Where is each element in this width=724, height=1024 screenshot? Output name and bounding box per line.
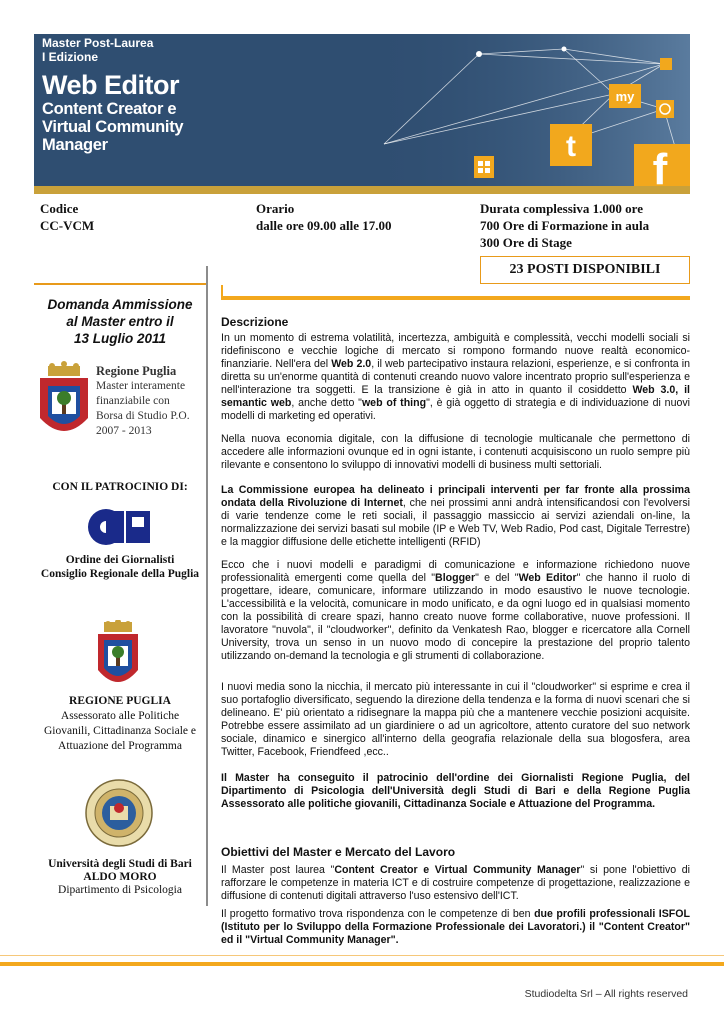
- myspace-label: my: [615, 89, 635, 104]
- p1-text-g: ", è già oggetto di strategia e di individuazione di nuovi modelli di marketing ed operativi.: [221, 397, 691, 422]
- p4-text-c: " e del ": [475, 572, 519, 584]
- descrizione-paragraph-4: [221, 559, 690, 663]
- p4-web-editor: Web Editor: [518, 572, 577, 584]
- regione-logo-line3: finanziabile con: [96, 395, 170, 407]
- assessorato-line3: Attuazione del Programma: [58, 740, 182, 752]
- codice-block: [40, 200, 94, 234]
- ordine-line1: Ordine dei Giornalisti: [65, 554, 175, 566]
- ordine-giornalisti-logo-icon: [84, 507, 154, 547]
- header-banner: [34, 34, 690, 194]
- ordine-giornalisti-text: [34, 553, 206, 581]
- orario-block: [256, 200, 392, 234]
- orario-value: dalle ore 09.00 alle 17.00: [256, 218, 392, 233]
- windows-icon: [474, 156, 494, 178]
- banner-master-label: Master Post-Laurea: [42, 36, 154, 50]
- banner-subtitle-line3: Manager: [42, 136, 108, 154]
- descrizione-paragraph-5: I nuovi media sono la nicchia, il mercato più interessante in cui il "cloudworker" si esprime e crea il suo portafoglio diversificato, seguendo la direzione della tendenza e la forma di nuovi scenari che si delineano. E' più orientato a ridisegnare la mappa più che a mantenere vecchie posizioni acquisite. Potrebbe essere assimilato ad un giardiniere o ad un agricoltore, attento curatore del suo network sociale, dinamico e sinergico all'interno della geografia relazionale della sua blogosfera, area Twitter, Facebook, Friendfeed ,ecc..: [221, 681, 690, 758]
- domanda-ammissione: [34, 296, 206, 347]
- banner-subtitle-line2: Virtual Community: [42, 118, 184, 136]
- p3-commissione-bold: La Commissione europea ha delineato i principali interventi per far fronte alla prossima ondata della Rivoluzione di Internet: [221, 484, 690, 509]
- right-orange-divider: [221, 296, 690, 300]
- ordine-line2: Consiglio Regionale della Puglia: [40, 568, 200, 580]
- footer-thin-divider: [0, 955, 724, 956]
- p1-web30: Web 3.0, il semantic web: [221, 384, 690, 409]
- durata-aula: 700 Ore di Formazione in aula: [480, 218, 650, 233]
- p3-text-b: , che nei prossimi anni andrà intensificandosi con l'evolversi di varie tendenze come le reti sociali, il passaggio massiccio ai servizi aziendali on-line, la normalizzazione dei servizi basati sul mobile (IP e Web TV, Web Radio, Pod cast, Digitale Terrestre) e la maggior diffusione delle etichette intelligenti (RFID): [221, 497, 690, 548]
- regione-puglia-borsa-logo: [34, 360, 204, 450]
- p1-text-c: , il web partecipativo instaura relazioni, esperienze, e si confronta in diretta su un'enorme quantità di contenuti creando nuovo valore incentrato proprio sull'esperienza e nell'interazione tra soggetti. E la transizione è già in atto in quanto il cosiddetto: [221, 358, 690, 396]
- p1-web-of-thing: web of thing: [361, 397, 427, 409]
- banner-text: [42, 36, 183, 154]
- durata-block: [480, 200, 649, 251]
- p4-blogger: Blogger: [435, 572, 476, 584]
- footer-orange-divider: [0, 962, 724, 966]
- universita-title: Università degli Studi di Bari: [48, 858, 192, 870]
- universita-name: ALDO MORO: [83, 871, 157, 883]
- regione-logo-title: Regione Puglia: [96, 364, 177, 378]
- universita-bari-text: [34, 858, 206, 897]
- right-orange-tick: [221, 285, 223, 297]
- smiley-square-icon: [656, 100, 674, 118]
- orario-label: Orario: [256, 201, 295, 216]
- regione-logo-line2: Master interamente: [96, 380, 186, 392]
- obiettivi-paragraph-2: [221, 908, 690, 947]
- descrizione-paragraph-2: Nella nuova economia digitale, con la diffusione di tecnologie multicanale che permettono di accedere alle informazioni ovunque ed in ogni istante, i contenuti acquisiscono un ruolo sempre più rilevante e consentono lo sviluppo di innovativi modelli di business multi settoriali.: [221, 433, 690, 471]
- p4-text-e: " che hanno il ruolo di progettare, ideare, comunicare, informare utilizzando in modo esaustivo le nuove tecnologie. L'accessibilità e la velocità, comunicare in modo unificato, e da ogni luogo ed in qualsiasi momento con la possibilità di creare spazi, hanno creato nuove forme collaborative, nuove professioni. Il lavoratore "nuvola", il "cloudworker", definito da Venkatesh Rao, blogger e ricercatore alla Cornell University, trova un senso in un nuovo modo di concepire la prestazione del proprio talento utilizzando on-demand la tecnologia e gli strumenti di collaborazione.: [221, 572, 691, 662]
- regione-logo-line4: Borsa di Studio P.O.: [96, 410, 190, 422]
- domanda-line2: al Master entro il: [66, 314, 174, 329]
- regione-logo-line5: 2007 - 2013: [96, 425, 152, 437]
- column-divider: [206, 266, 208, 906]
- p1-web20: Web 2.0: [331, 358, 372, 370]
- regione-puglia-assessorato: [34, 694, 206, 754]
- p1-text-e: , anche detto ": [291, 397, 362, 409]
- patrocinio-heading: CON IL PATROCINIO DI:: [52, 481, 188, 493]
- obiettivi-heading: Obiettivi del Master e Mercato del Lavoro: [221, 845, 456, 859]
- regione-puglia-coat-icon: [40, 361, 88, 431]
- banner-edition-label: I Edizione: [42, 50, 99, 64]
- banner-title: Web Editor: [42, 70, 180, 100]
- p7-text-c: " si pone l'obiettivo di rafforzare le competenze in materia ICT e di costruire competenze di progettazione, realizzazione e diffusione di contenuti digitali attraverso l'uso estensivo dell'ICT.: [221, 864, 690, 902]
- p4-text-a: Ecco che i nuovi modelli e paradigmi di comunicazione e informazione richiedono nuove professionalità emergenti come quella del ": [221, 559, 690, 584]
- durata-stage: 300 Ore di Stage: [480, 235, 572, 250]
- expand-square-icon: [660, 58, 672, 70]
- twitter-label: t: [566, 130, 576, 163]
- social-network-illustration: [364, 34, 690, 186]
- assessorato-line2: Giovanili, Cittadinanza Sociale e: [43, 725, 196, 737]
- p7-text-a: Il Master post laurea ": [221, 864, 335, 876]
- banner-bottom-stripe: [34, 186, 690, 194]
- p8-text-a: Il progetto formativo trova rispondenza con le competenze di ben: [221, 908, 535, 920]
- posti-disponibili-badge: 23 POSTI DISPONIBILI: [480, 256, 690, 284]
- obiettivi-paragraph-1: [221, 864, 690, 903]
- codice-value: CC-VCM: [40, 218, 95, 233]
- p7-master-name: Content Creator e Virtual Community Manager: [334, 864, 581, 876]
- regione-puglia-title: REGIONE PUGLIA: [69, 695, 171, 707]
- footer-copyright: Studiodelta Srl – All rights reserved: [524, 988, 688, 1000]
- descrizione-paragraph-1: [221, 332, 690, 423]
- regione-puglia-coat-icon: [96, 620, 140, 692]
- descrizione-paragraph-3: [221, 484, 690, 549]
- banner-subtitle-line1: Content Creator e: [42, 100, 177, 118]
- descrizione-heading: Descrizione: [221, 315, 289, 329]
- assessorato-line1: Assessorato alle Politiche: [60, 710, 180, 722]
- domanda-line3: 13 Luglio 2011: [73, 331, 167, 346]
- p1-text-a: In un momento di estrema volatilità, incertezza, ambiguità e complessità, vecchi modelli sociali si ridefiniscono e vecchie logiche di mercato si rompono formando nuove realtà economico-finanziarie. Nell'era del: [221, 332, 690, 370]
- patrocinio-paragraph: Il Master ha conseguito il patrocinio dell'ordine dei Giornalisti Regione Puglia, del Dipartimento di Psicologia dell'Università degli Studi di Bari e della Regione Puglia Assessorato alle politiche giovanili, Cittadinanza Sociale e Attuazione del Programma.: [221, 772, 690, 810]
- facebook-label: f: [652, 145, 668, 186]
- universita-dept: Dipartimento di Psicologia: [58, 884, 182, 896]
- universita-bari-seal-icon: [84, 778, 154, 848]
- p8-profili-bold: due profili professionali ISFOL (Istituto per lo Sviluppo della Formazione Professionale dei Lavoratori.) il "Content Creator" ed il "Virtual Community Manager".: [221, 908, 690, 946]
- durata-label: Durata complessiva 1.000 ore: [480, 201, 643, 216]
- left-orange-divider: [34, 283, 206, 285]
- codice-label: Codice: [40, 201, 79, 216]
- domanda-line1: Domanda Ammissione: [47, 297, 193, 312]
